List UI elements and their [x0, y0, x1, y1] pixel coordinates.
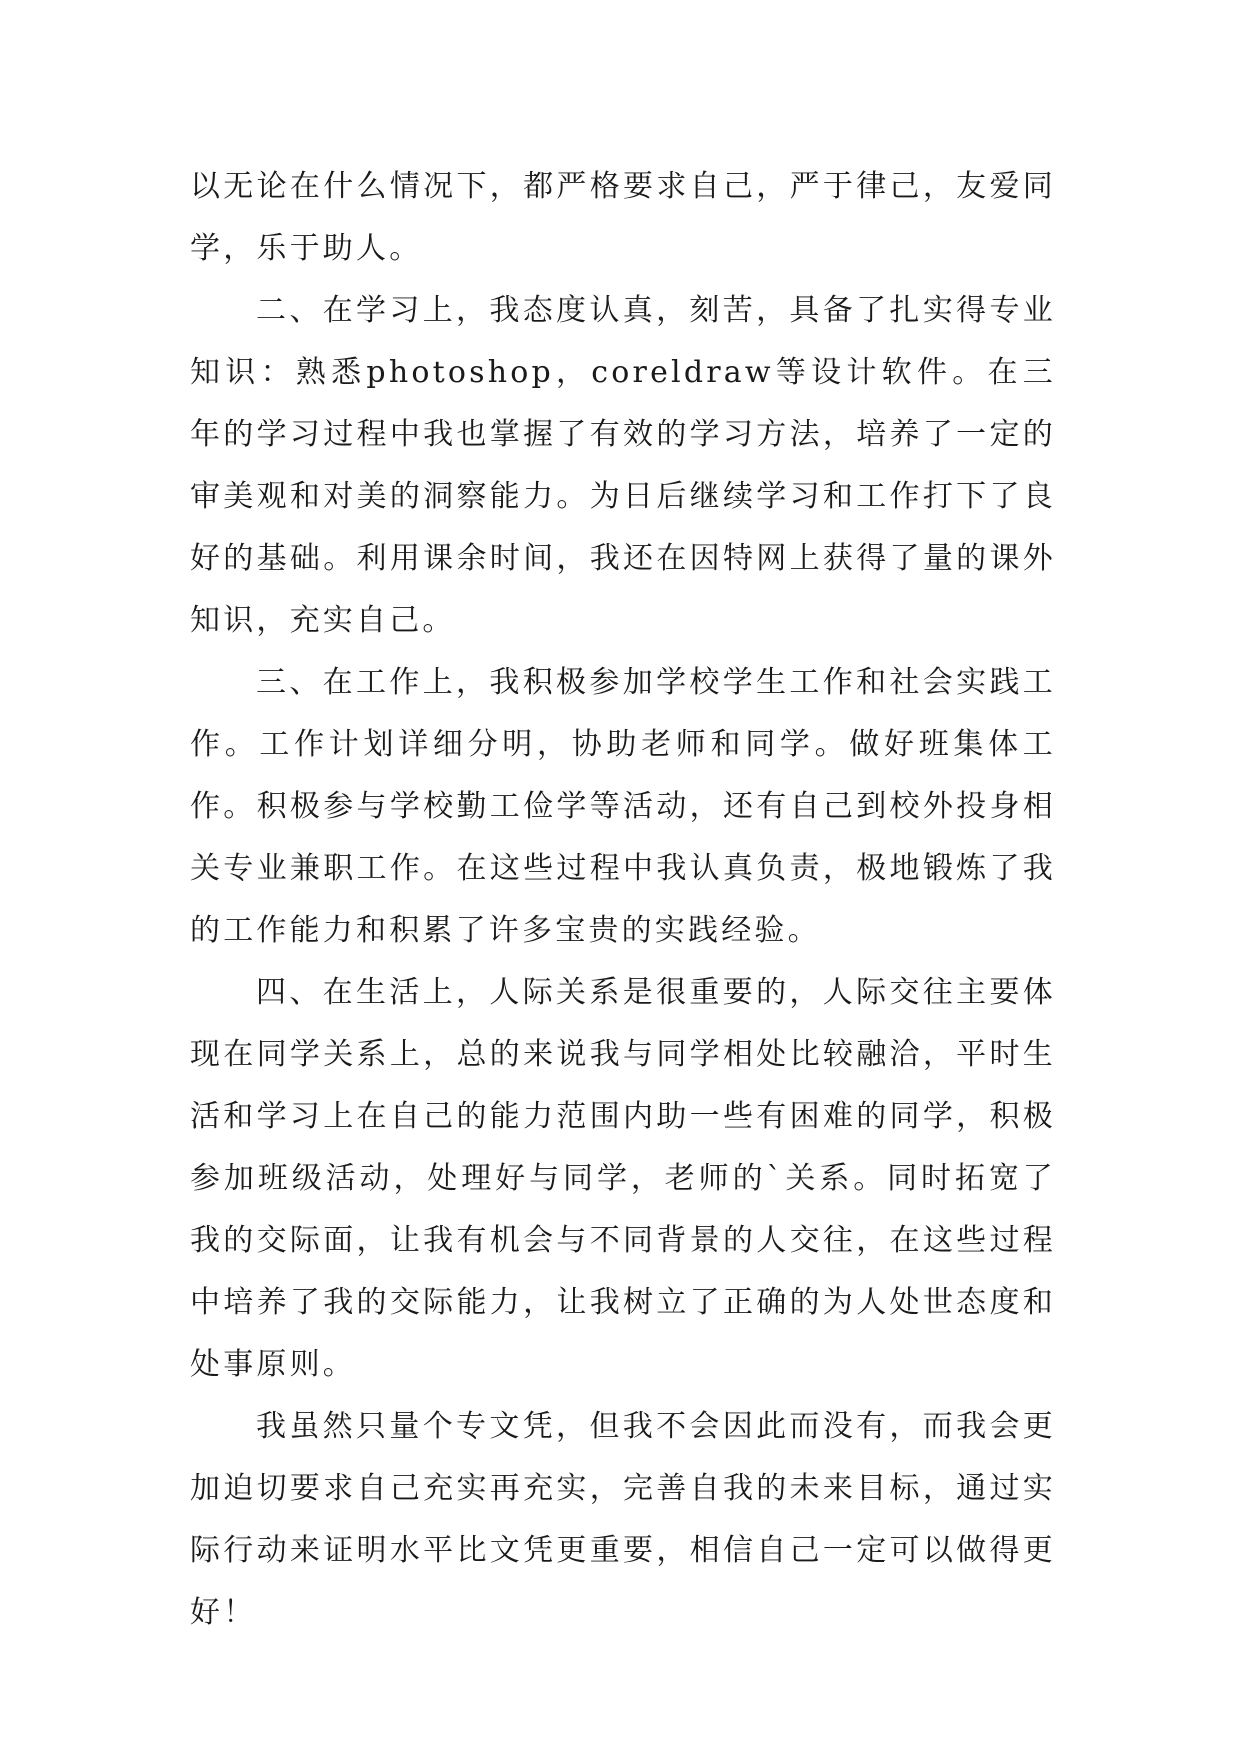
paragraph-continuation: 以无论在什么情况下，都严格要求自己，严于律己，友爱同学，乐于助人。 [190, 169, 1056, 266]
paragraph-study: 二、在学习上，我态度认真，刻苦，具备了扎实得专业知识：熟悉photoshop，coreldraw等设计软件。在三年的学习过程中我也掌握了有效的学习方法，培养了一定的审美观和对美的洞察能力。为日后继续学习和工作打下了良好的基础。利用课余时间，我还在因特网上获得了量的课外知识，充实自己。 [190, 293, 1056, 638]
paragraph-conclusion: 我虽然只量个专文凭，但我不会因此而没有，而我会更加迫切要求自己充实再充实，完善自我的未来目标，通过实际行动来证明水平比文凭更重要，相信自己一定可以做得更好！ [190, 1409, 1056, 1630]
paragraph-work: 三、在工作上，我积极参加学校学生工作和社会实践工作。工作计划详细分明，协助老师和同学。做好班集体工作。积极参与学校勤工俭学等活动，还有自己到校外投身相关专业兼职工作。在这些过程中我认真负责，极地锻炼了我的工作能力和积累了许多宝贵的实践经验。 [190, 665, 1056, 948]
document-body [190, 156, 1056, 1644]
paragraph-life: 四、在生活上，人际关系是很重要的，人际交往主要体现在同学关系上，总的来说我与同学相处比较融洽，平时生活和学习上在自己的能力范围内助一些有困难的同学，积极参加班级活动，处理好与同学，老师的`关系。同时拓宽了我的交际面，让我有机会与不同背景的人交往，在这些过程中培养了我的交际能力，让我树立了正确的为人处世态度和处事原则。 [190, 975, 1056, 1382]
